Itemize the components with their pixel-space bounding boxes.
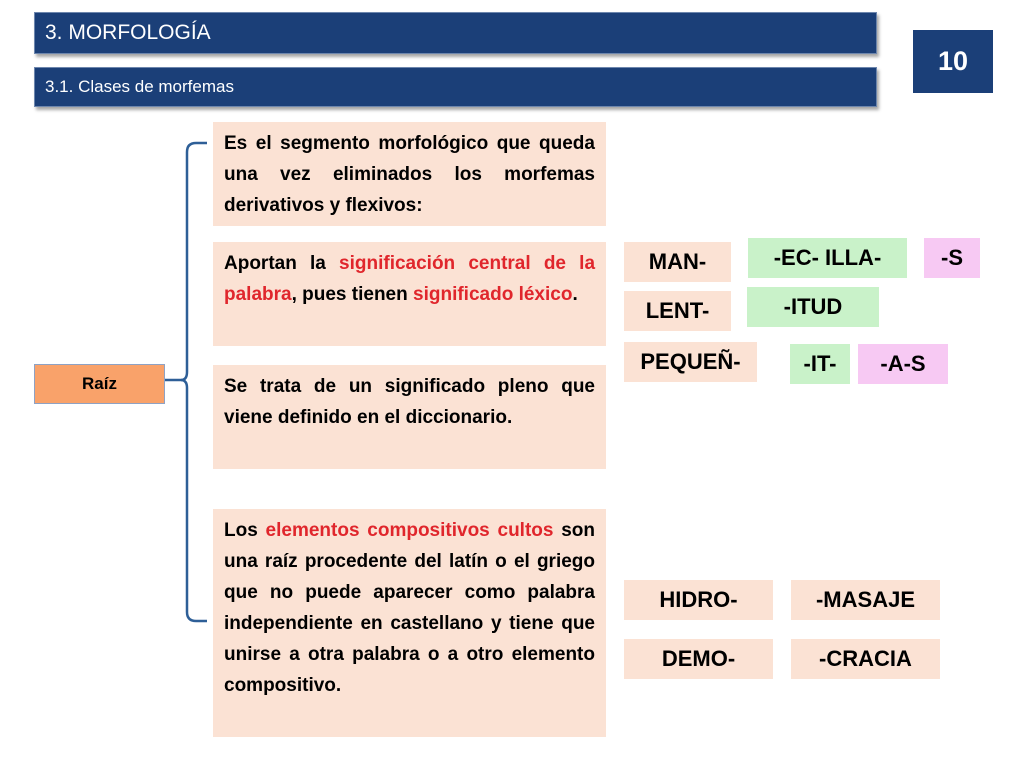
morpheme-root-pequen [624,342,757,382]
morpheme-derivative-itud [747,287,879,327]
morpheme-root-lent-text: LENT- [645,298,710,323]
compound-second-masaje-text: -MASAJE [815,587,915,612]
morpheme-root-lent [624,291,731,331]
compound-first-hidro-text: HIDRO- [659,587,738,612]
compound-first-demo-text: DEMO- [661,646,736,671]
dictionary-box [213,365,606,469]
morpheme-flexive-s [924,238,980,278]
meaning-highlight-2: significado léxico [413,284,573,305]
compound-first-demo [624,639,773,679]
meaning-text-3: . [572,284,578,305]
raiz-label-text: Raíz [82,374,117,393]
raiz-label [34,364,165,404]
compound-elements-box [213,509,606,737]
compound-first-hidro [624,580,773,620]
compound-second-cracia [791,639,940,679]
meaning-highlight-1: significación central de la palabra [224,253,596,305]
morpheme-derivative-it-text: -IT- [803,351,837,376]
meaning-text-1: Aportan la [224,253,340,274]
page-number: 10 [913,30,993,93]
section-title: 3. MORFOLOGÍA [45,21,211,44]
morpheme-flexive-a-s-text: -A-S [880,351,926,376]
subsection-title: 3.1. Clases de morfemas [45,77,234,96]
morpheme-derivative-itud-text: -ITUD [783,294,843,319]
compound-text-2: son una raíz procedente del latín o el griego que no puede aparecer como palabra independiente en castellano y tiene que unirse a otra palabra o a otro elemento compositivo. [224,520,596,696]
morpheme-derivative-it [790,344,850,384]
dictionary-text: Se trata de un significado pleno que viene definido en el diccionario. [224,376,595,428]
morpheme-root-man-text: MAN- [648,249,707,274]
compound-text-1: Los [224,520,266,541]
meaning-box [213,242,606,346]
compound-second-masaje [791,580,940,620]
compound-highlight: elementos compositivos cultos [265,520,554,541]
morpheme-flexive-a-s [858,344,948,384]
morpheme-derivative-ec-illa [748,238,907,278]
morpheme-root-man [624,242,731,282]
morpheme-flexive-s-text: -S [941,245,963,270]
morpheme-root-pequen-text: PEQUEÑ- [640,349,741,374]
compound-second-cracia-text: -CRACIA [819,646,912,671]
definition-text: Es el segmento morfológico que queda una vez eliminados los morfemas derivativos y flexivos: [224,133,595,216]
meaning-text-2: , pues tienen [291,284,414,305]
definition-box [213,122,606,226]
morpheme-derivative-ec-illa-text: -EC- ILLA- [773,245,882,270]
